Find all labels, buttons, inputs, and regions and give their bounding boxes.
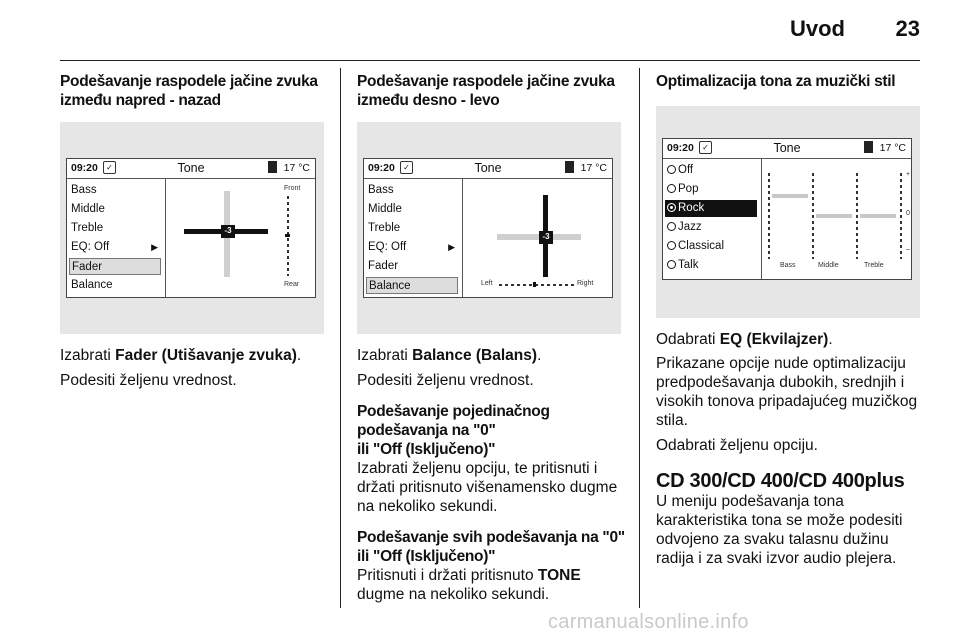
instruction-reset-single: Izabrati željenu opciju, te pritisnuti i držati pritisnuto višenamensko dugme na nekoliko sekundi. (357, 460, 618, 515)
menu-item[interactable]: Middle (368, 203, 402, 215)
subheading-reset-all (357, 528, 632, 566)
radio-selected-icon (667, 203, 676, 212)
cd-description: U meniju podešavanja tona karakteristika tona se može podesiti odvojeno za svaku talasnu dužinu radija i za svaki izvor audio plejera. (656, 493, 903, 567)
eq-description: Prikazane opcije nude optimalizaciju predpodešavanja dubokih, srednjih i visokih tonova pripadajućeg muzičkog stila. (656, 355, 918, 429)
eq-scale (900, 173, 902, 259)
figure-balance (357, 122, 621, 334)
text: Izabrati (60, 347, 116, 364)
fader-canvas (166, 179, 315, 297)
eq-option[interactable] (665, 219, 757, 236)
subheading-reset-single (357, 402, 632, 459)
thermometer-icon (864, 141, 873, 153)
eq-option[interactable] (665, 162, 757, 179)
zero-label: 0 (906, 210, 910, 217)
middle-label: Middle (818, 262, 839, 269)
radio-icon (667, 260, 676, 269)
clock-time: 09:20 (667, 142, 694, 154)
keyword: EQ (Ekvilajzer) (719, 331, 829, 348)
menu-item[interactable]: Treble (368, 222, 401, 234)
page-header (0, 0, 960, 64)
eq-canvas (762, 159, 911, 279)
tone-screen (662, 138, 912, 280)
temperature: 17 °C (283, 162, 310, 174)
clock-time: 09:20 (368, 162, 395, 174)
instruction-adjust: Podesiti željenu vrednost. (357, 372, 534, 389)
column-fader-text (60, 346, 330, 390)
instruction-select-option: Odabrati željenu opciju. (656, 437, 818, 454)
clock-time: 09:20 (71, 162, 98, 174)
text: Pritisnuti i držati pritisnuto (357, 567, 538, 584)
menu-item-eq[interactable] (69, 239, 161, 256)
instruction-select-balance (357, 346, 632, 365)
column-divider (639, 68, 640, 608)
rear-label: Rear (284, 281, 300, 288)
keyword: TONE (537, 567, 581, 584)
heading-balance: Podešavanje raspodele jačine zvuka između desno - levo (357, 73, 615, 109)
text: . (828, 331, 833, 348)
eq-option[interactable] (665, 181, 757, 198)
instruction-reset-all (357, 566, 632, 604)
screen-title: Tone (177, 161, 205, 175)
instruction-adjust: Podesiti željenu vrednost. (60, 372, 237, 389)
fader-knob[interactable]: -3 (221, 225, 235, 238)
heading-eq: Optimalizacija tona za muzički stil (656, 73, 896, 90)
front-label: Front (284, 185, 301, 192)
eq-option-label: Pop (678, 183, 699, 195)
tone-menu (364, 179, 463, 297)
menu-item[interactable]: Middle (71, 203, 105, 215)
clock-icon: ✓ (699, 141, 712, 154)
minus-label: – (906, 246, 910, 253)
keyword: Fader (Utišavanje zvuka) (115, 347, 297, 364)
plus-label: + (906, 171, 911, 178)
radio-icon (667, 184, 676, 193)
menu-item[interactable]: Bass (71, 184, 97, 196)
text: dugme na nekoliko sekundi. (357, 586, 550, 603)
radio-icon (667, 222, 676, 231)
section-title: Uvod (790, 16, 845, 41)
menu-item[interactable]: Fader (368, 260, 399, 272)
subheading-line: ili "Off (Isključeno)" (357, 441, 496, 458)
status-bar (663, 139, 911, 159)
instruction-select-eq (656, 330, 924, 349)
clock-icon: ✓ (400, 161, 413, 174)
column-fader (60, 72, 330, 110)
screen-title: Tone (773, 141, 801, 155)
thermometer-icon (565, 161, 574, 173)
status-bar (67, 159, 315, 179)
menu-item-selected[interactable]: Fader (69, 258, 161, 275)
bass-level (772, 194, 808, 198)
subheading-line: podešavanja na "0" (357, 422, 496, 439)
fader-marker (285, 234, 290, 237)
watermark: carmanualsonline.info (548, 611, 749, 633)
treble-label: Treble (864, 262, 884, 269)
subheading-line: Podešavanje pojedinačnog (357, 403, 550, 420)
figure-fader (60, 122, 324, 334)
menu-item[interactable]: Balance (71, 279, 113, 291)
balance-scale (499, 284, 575, 286)
right-label: Right (577, 280, 594, 287)
heading-fader: Podešavanje raspodele jačine zvuka između napred - nazad (60, 73, 318, 109)
menu-item[interactable]: Treble (71, 222, 104, 234)
submenu-arrow-icon: ▶ (151, 242, 158, 252)
thermometer-icon (268, 161, 277, 173)
menu-item-label: EQ: Off (71, 241, 110, 253)
eq-option-label: Rock (678, 202, 705, 214)
radio-icon (667, 241, 676, 250)
text: . (296, 347, 302, 364)
column-balance-text (357, 346, 632, 604)
text: Odabrati (656, 331, 720, 348)
tone-menu (67, 179, 166, 297)
balance-knob[interactable]: -3 (539, 231, 553, 244)
balance-canvas (463, 179, 612, 297)
subheading-line: ili "Off (Isključeno)" (357, 548, 496, 565)
eq-option-label: Talk (678, 259, 699, 271)
eq-option-label: Classical (678, 240, 725, 252)
middle-level (816, 214, 852, 218)
subheading-line: Podešavanje svih podešavanja na "0" (357, 529, 625, 546)
submenu-arrow-icon: ▶ (448, 242, 455, 252)
bass-label: Bass (780, 262, 796, 269)
clock-icon: ✓ (103, 161, 116, 174)
column-divider (340, 68, 341, 608)
heading-cd-models: CD 300/CD 400/CD 400plus (656, 470, 905, 492)
column-eq (656, 72, 926, 91)
column-eq-text (656, 330, 924, 568)
figure-eq (656, 106, 920, 318)
eq-option[interactable] (665, 257, 757, 274)
temperature: 17 °C (580, 162, 607, 174)
screen-title: Tone (474, 161, 502, 175)
menu-item-label: EQ: Off (368, 241, 407, 253)
eq-option-selected[interactable] (665, 200, 757, 217)
eq-option[interactable] (665, 238, 757, 255)
eq-menu (663, 159, 762, 279)
text: Izabrati (357, 347, 413, 364)
menu-item[interactable]: Bass (368, 184, 394, 196)
radio-icon (667, 165, 676, 174)
menu-item-eq[interactable] (366, 239, 458, 256)
text: . (537, 347, 542, 364)
left-label: Left (481, 280, 493, 287)
eq-option-label: Jazz (678, 221, 702, 233)
temperature: 17 °C (879, 142, 906, 154)
tone-screen (363, 158, 613, 298)
header-rule (60, 60, 920, 61)
eq-option-label: Off (678, 164, 694, 176)
balance-marker (533, 282, 536, 287)
page-number: 23 (895, 16, 920, 41)
eq-scale (856, 173, 858, 259)
keyword: Balance (Balans) (412, 347, 538, 364)
treble-level (860, 214, 896, 218)
eq-scale (768, 173, 770, 259)
eq-scale (812, 173, 814, 259)
column-balance (357, 72, 627, 110)
instruction-select-fader (60, 346, 330, 365)
status-bar (364, 159, 612, 179)
menu-item-selected[interactable]: Balance (366, 277, 458, 294)
tone-screen (66, 158, 316, 298)
